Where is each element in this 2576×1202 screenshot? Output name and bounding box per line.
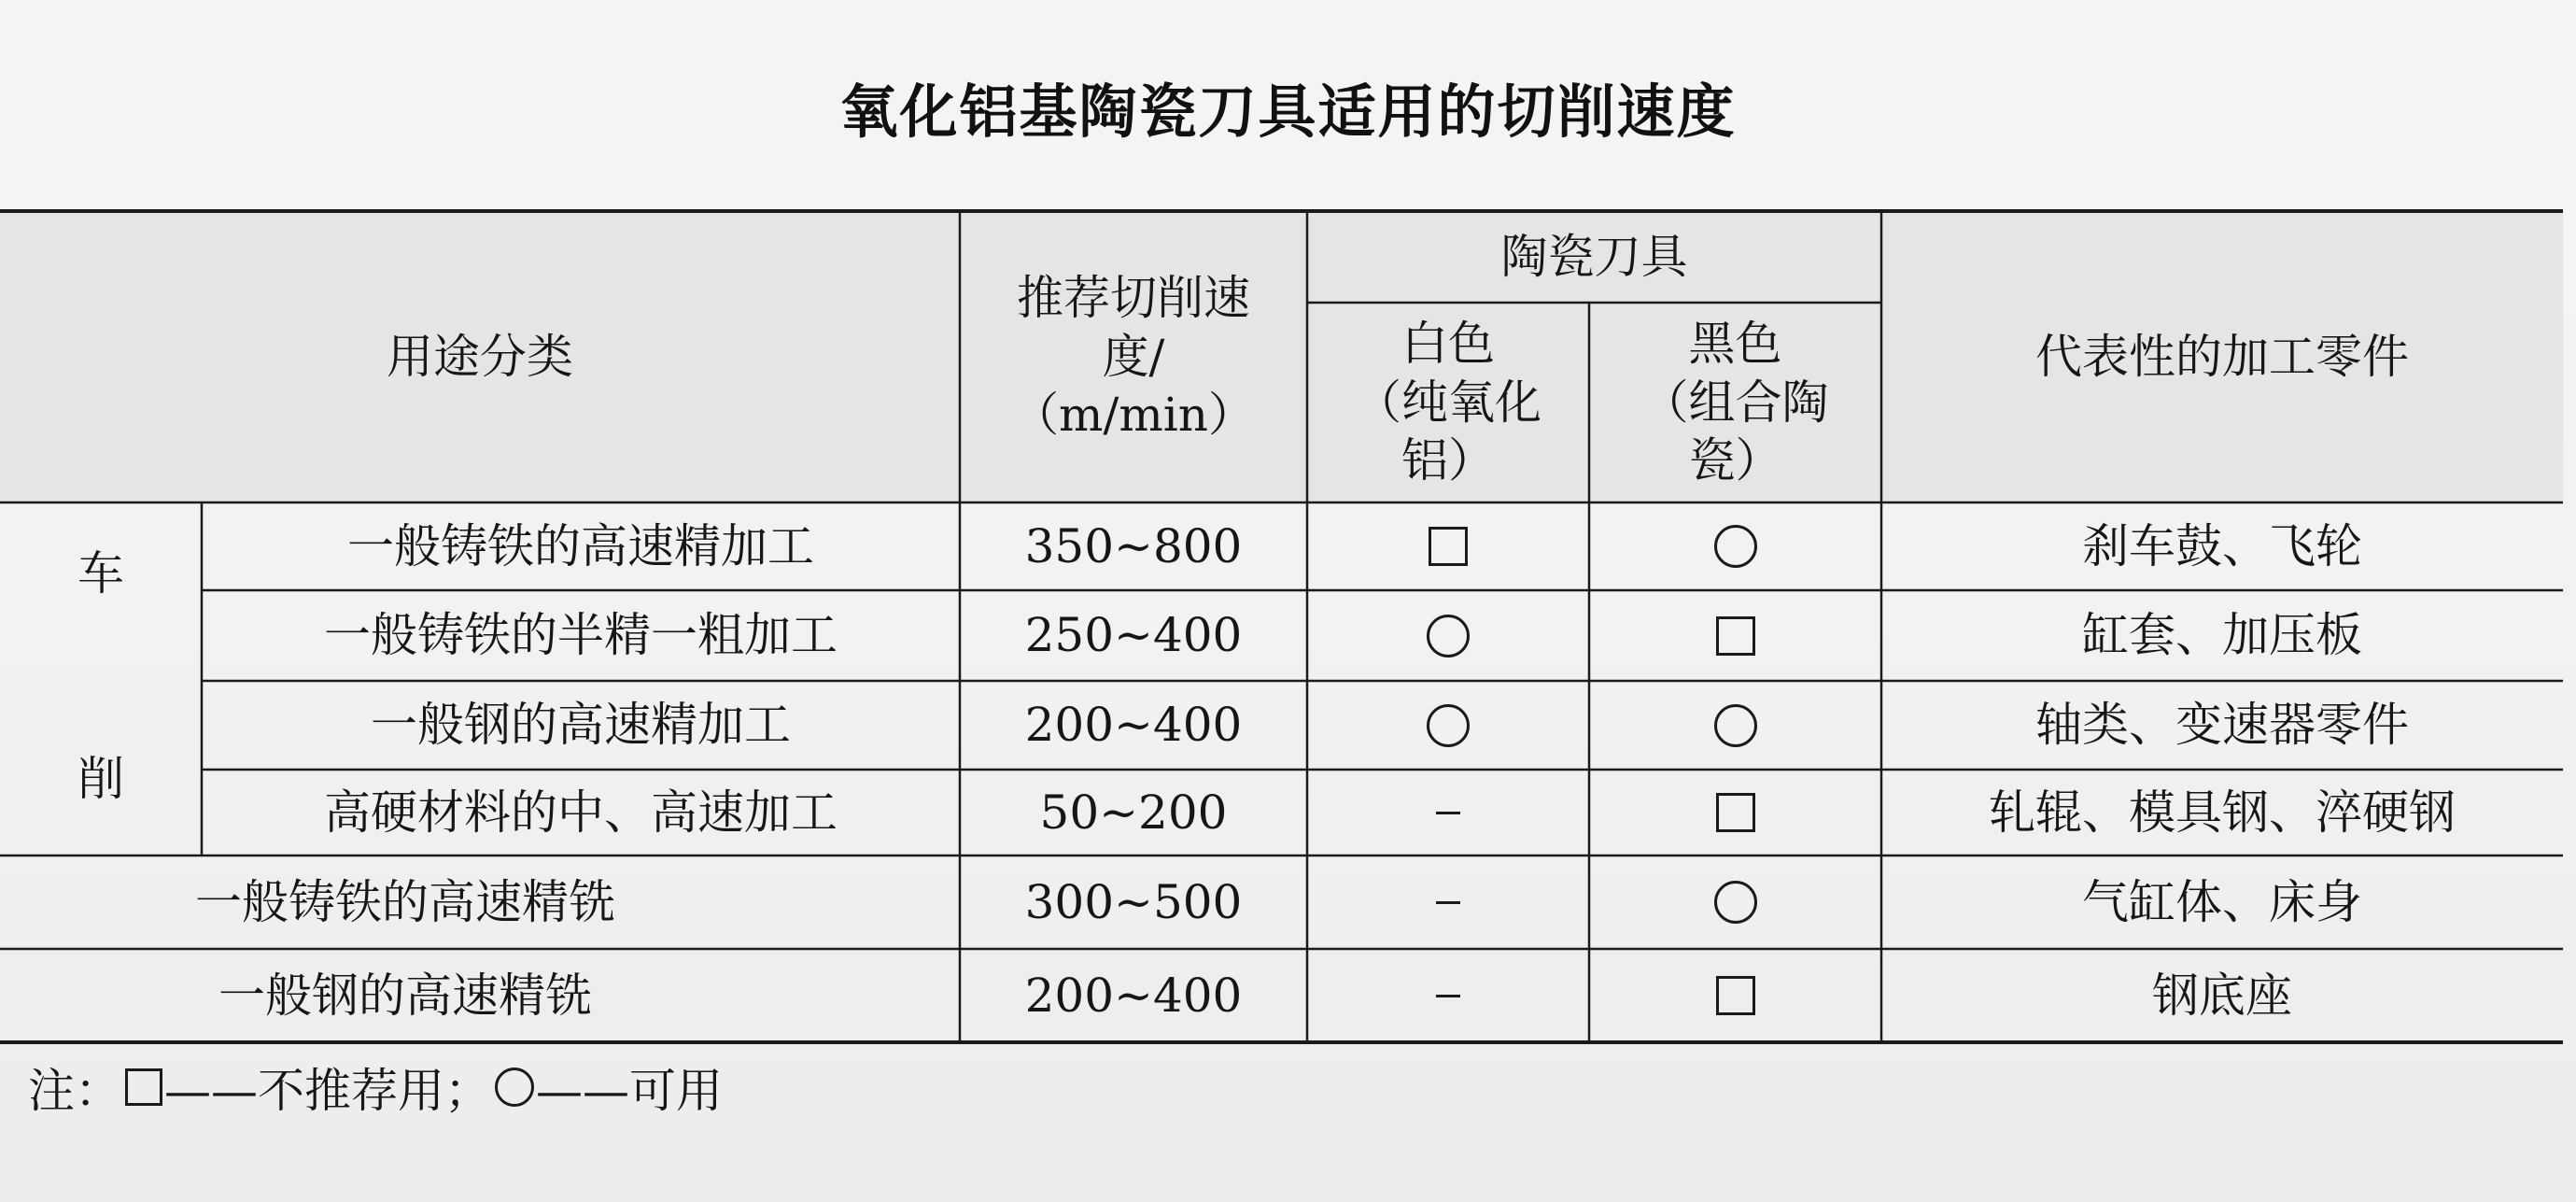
note-not-recommended: ——不推荐用； <box>164 1064 491 1118</box>
row-5-white <box>1307 949 1589 1042</box>
row-5-black <box>1589 949 1881 1042</box>
square-symbol-icon <box>1716 793 1755 832</box>
dash-symbol-icon <box>1436 812 1460 814</box>
row-1-black <box>1589 590 1881 681</box>
group-label-char-2: 削 <box>77 751 124 806</box>
row-2-white <box>1307 681 1589 770</box>
row-5-speed: 200~400 <box>1024 968 1243 1023</box>
row-2-parts: 轴类、变速器零件 <box>2035 698 2409 753</box>
circle-symbol-icon <box>1427 704 1470 747</box>
row-0-usage: 一般铸铁的高速精加工 <box>347 518 814 573</box>
row-3-parts: 轧辊、模具钢、淬硬钢 <box>1989 785 2456 840</box>
square-symbol-icon <box>1716 616 1755 656</box>
square-symbol-icon <box>1429 527 1468 566</box>
header-parts: 代表性的加工零件 <box>2035 329 2409 384</box>
square-symbol-icon <box>125 1068 162 1106</box>
table-note <box>28 1054 723 1121</box>
note-usable: ——可用 <box>536 1064 723 1118</box>
circle-symbol-icon <box>1714 704 1757 747</box>
row-3-speed: 50~200 <box>1039 785 1228 840</box>
header-usage: 用途分类 <box>387 329 573 384</box>
row-2-usage: 一般钢的高速精加工 <box>371 698 791 753</box>
row-4-black <box>1589 856 1881 949</box>
circle-symbol-icon <box>1714 881 1757 924</box>
row-4-speed: 300~500 <box>1024 874 1243 929</box>
row-1-white <box>1307 590 1589 681</box>
row-4-white <box>1307 856 1589 949</box>
circle-symbol-icon <box>1714 525 1757 568</box>
group-label-char-1: 车 <box>77 545 124 601</box>
row-5-usage: 一般钢的高速精铣 <box>218 968 592 1023</box>
speed-table <box>0 209 2563 1044</box>
circle-symbol-icon <box>495 1068 534 1107</box>
row-2-speed: 200~400 <box>1024 698 1243 753</box>
row-3-white <box>1307 770 1589 856</box>
row-2-black <box>1589 681 1881 770</box>
header-speed: 推荐切削速 度/ （m/min） <box>1012 271 1255 443</box>
row-3-usage: 高硬材料的中、高速加工 <box>324 785 838 840</box>
square-symbol-icon <box>1716 976 1755 1015</box>
row-0-parts: 刹车鼓、飞轮 <box>2082 518 2362 573</box>
header-ceramic-tool: 陶瓷刀具 <box>1500 229 1688 284</box>
row-5-parts: 钢底座 <box>2152 968 2292 1023</box>
row-1-speed: 250~400 <box>1024 608 1243 663</box>
row-4-parts: 气缸体、床身 <box>2082 874 2362 929</box>
row-0-white <box>1307 502 1589 590</box>
row-4-usage: 一般铸铁的高速精铣 <box>195 874 615 929</box>
row-1-usage: 一般铸铁的半精一粗加工 <box>324 608 838 663</box>
row-3-black <box>1589 770 1881 856</box>
row-0-black <box>1589 502 1881 590</box>
dash-symbol-icon <box>1436 901 1460 904</box>
circle-symbol-icon <box>1427 615 1470 658</box>
header-white: 白色 （纯氧化 铝） <box>1355 317 1541 488</box>
row-1-parts: 缸套、加压板 <box>2082 608 2362 663</box>
note-prefix: 注： <box>28 1064 121 1118</box>
header-black: 黑色 （组合陶 瓷） <box>1641 317 1829 488</box>
table-title: 氧化铝基陶瓷刀具适用的切削速度 <box>839 78 1737 146</box>
dash-symbol-icon <box>1436 995 1460 997</box>
row-0-speed: 350~800 <box>1024 518 1243 573</box>
